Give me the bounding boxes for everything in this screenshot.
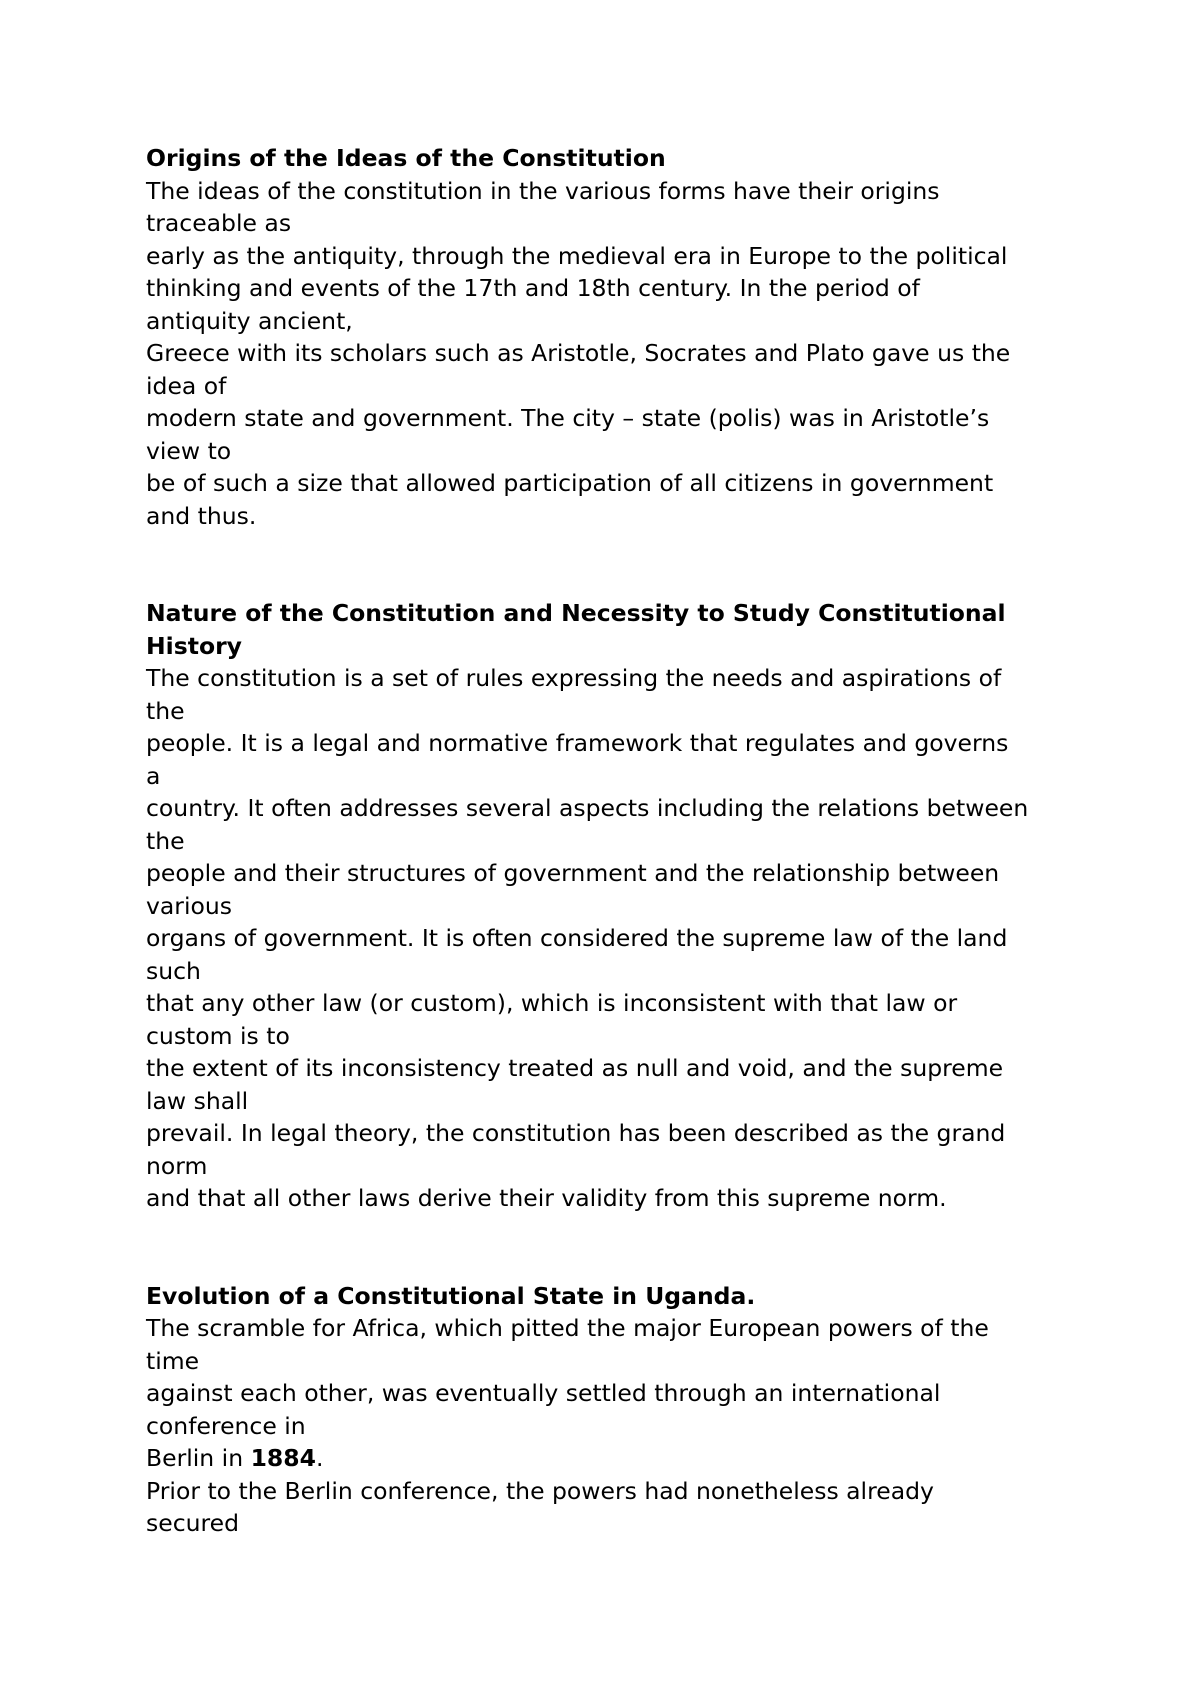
paragraph-line: and thus. [146, 501, 257, 530]
document-body [146, 142, 1081, 1540]
berlin-prefix: Berlin in [146, 1444, 251, 1472]
paragraph-line: a [146, 761, 161, 790]
paragraph-line: the extent of its inconsistency treated as null and void, and the supreme [146, 1054, 1004, 1082]
paragraph-line: traceable as [146, 209, 292, 237]
paragraph-line: country. It often addresses several aspects including the relations between [146, 794, 1029, 822]
paragraph-line: prevail. In legal theory, the constitution has been described as the grand [146, 1119, 1006, 1147]
section-origins [146, 142, 1081, 532]
paragraph-line: various [146, 891, 233, 920]
section-nature [146, 597, 1081, 1215]
paragraph-line-berlin [146, 1442, 1081, 1475]
paragraph-line: the [146, 696, 185, 725]
paragraph-line: that any other law (or custom), which is inconsistent with that law or [146, 989, 958, 1017]
paragraph-line: custom is to [146, 1021, 290, 1050]
berlin-suffix: . [315, 1444, 324, 1472]
paragraph-line: The ideas of the constitution in the various forms have their origins [146, 176, 940, 205]
paragraph-line: secured [146, 1509, 240, 1537]
paragraph-line: early as the antiquity, through the medieval era in Europe to the political [146, 241, 1008, 270]
section-heading: Nature of the Constitution and Necessity to Study Constitutional [146, 599, 1006, 627]
paragraph-line: people. It is a legal and normative framework that regulates and governs [146, 729, 1009, 757]
section-evolution [146, 1280, 1081, 1540]
paragraph-line: time [146, 1346, 200, 1375]
berlin-year: 1884 [250, 1444, 316, 1472]
section-heading: Evolution of a Constitutional State in Uganda. [146, 1281, 756, 1310]
paragraph-line: against each other, was eventually settled through an international [146, 1379, 941, 1407]
section-heading: History [146, 631, 242, 660]
paragraph-line: conference in [146, 1411, 306, 1440]
paragraph-line: the [146, 826, 185, 855]
paragraph-line: thinking and events of the 17th and 18th century. In the period of [146, 274, 920, 302]
paragraph-line: antiquity ancient, [146, 306, 353, 335]
paragraph-line: be of such a size that allowed participation of all citizens in government [146, 469, 994, 497]
paragraph-line: and that all other laws derive their validity from this supreme norm. [146, 1184, 947, 1212]
paragraph-line: The scramble for Africa, which pitted the major European powers of the [146, 1314, 989, 1342]
paragraph-line: The constitution is a set of rules expressing the needs and aspirations of [146, 664, 1002, 692]
paragraph-line: such [146, 956, 201, 985]
paragraph-line: Greece with its scholars such as Aristotle, Socrates and Plato gave us the [146, 339, 1011, 367]
section-heading: Origins of the Ideas of the Constitution [146, 144, 666, 172]
paragraph-line: modern state and government. The city – state (polis) was in Aristotle’s [146, 404, 990, 432]
paragraph-line: organs of government. It is often considered the supreme law of the land [146, 924, 1008, 952]
paragraph-line: law shall [146, 1086, 249, 1115]
paragraph-line: idea of [146, 371, 227, 400]
paragraph-line: view to [146, 436, 232, 465]
paragraph-line: Prior to the Berlin conference, the powers had nonetheless already [146, 1476, 934, 1505]
paragraph-line: people and their structures of government and the relationship between [146, 859, 1000, 887]
paragraph-line: norm [146, 1151, 208, 1180]
